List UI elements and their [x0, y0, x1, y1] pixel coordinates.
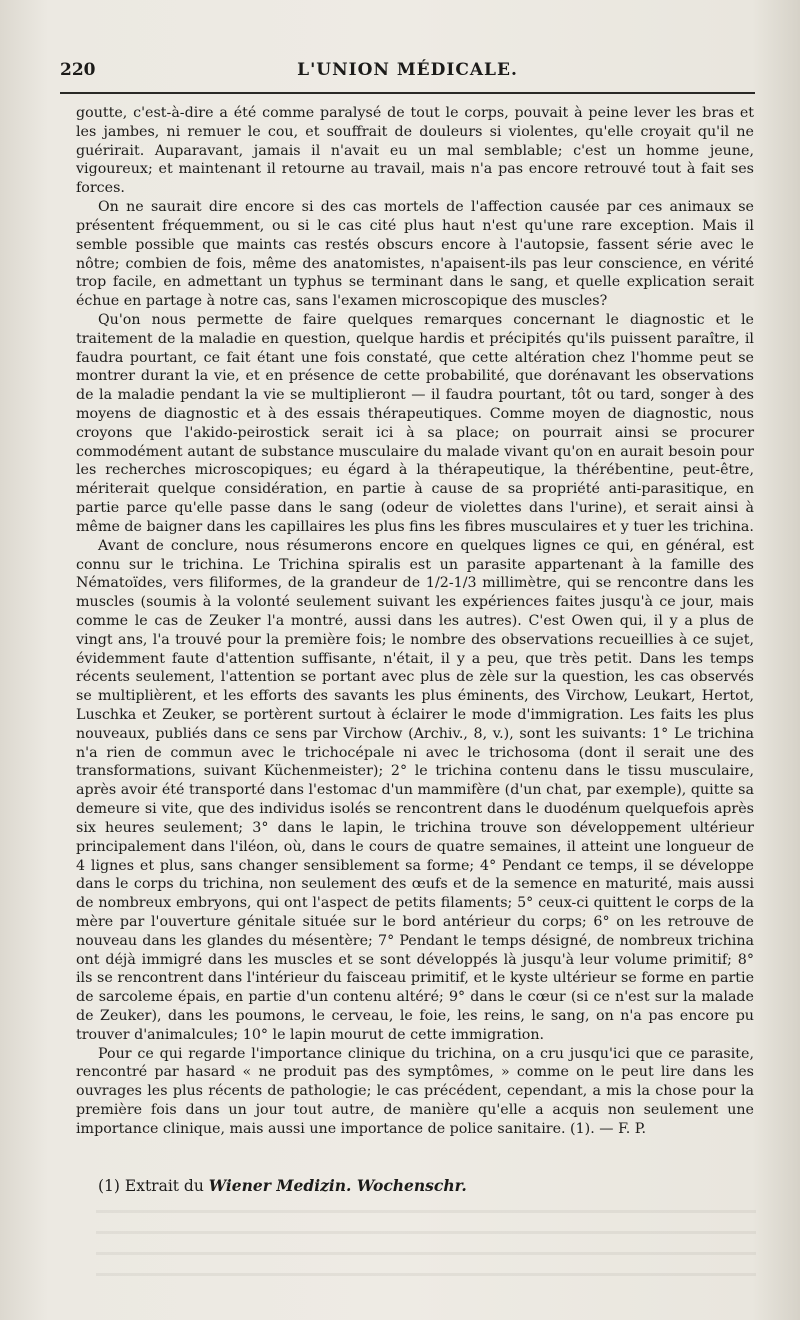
paragraph: On ne saurait dire encore si des cas mortels de l'affection causée par ces animaux se présentent fréquemment, ou si le cas cité plus haut n'est qu'une rare exception. Mais il semble possible que maints cas restés obscurs encore à l'autopsie, fassent série avec le nôtre; combien de fois, même des anatomistes, n'apaisent-ils pas leur conscience, en vérité trop facile, en admettant un typhus se terminant dans le sang, et quelle explication serait échue en partage à notre cas, sans l'examen microscopique des muscles?: [76, 199, 754, 310]
article-body: [76, 104, 754, 1139]
footnote-journal: Wiener Medizin. Wochenschr.: [208, 1176, 467, 1195]
footnote-prefix: (1) Extrait du: [98, 1177, 209, 1195]
paragraph: Pour ce qui regarde l'importance clinique du trichina, on a cru jusqu'ici que ce parasite, rencontré par hasard « ne produit pas des symptômes, » comme on le peut lire dans les ouvrages les plus récents de pathologie; le cas précédent, cependant, a mis la chose pour la première fois dans un jour tout autre, de manière qu'elle a acquis non seulement une importance clinique, mais aussi une importance de police sanitaire. (1). — F. P.: [76, 1045, 754, 1137]
footnote: [98, 1176, 738, 1195]
page-number: 220: [60, 60, 96, 80]
running-head: L'UNION MÉDICALE.: [297, 60, 518, 80]
paragraph: Qu'on nous permette de faire quelques remarques concernant le diagnostic et le traitement de la maladie en question, quelque hardis et précipités qu'ils puissent paraître, il faudra pourtant, ce fait étant une fois constaté, que cette altération chez l'homme peut se montrer durant la vie, et en présence de cette probabilité, que dorénavant les observations de la maladie pendant la vie se multiplieront — il faudra pourtant, tôt ou tard, songer à des moyens de diagnostic et à des essais thérapeutiques. Comme moyen de diagnostic, nous croyons que l'akido-peirostick serait ici à sa place; on pourrait ainsi se procurer commodément autant de substance musculaire du malade vivant qu'on en aurait besoin pour les recherches microscopiques; eu égard à la thérapeutique, la thérébentine, peut-être, mériterait quelque considération, en partie à cause de sa propriété anti-parasitique, en partie parce qu'elle passe dans le sang (odeur de violettes dans l'urine), et serait ainsi à même de baigner dans les capillaires les plus fins les fibres musculaires et y tuer les trichina.: [76, 311, 754, 535]
paragraph: goutte, c'est-à-dire a été comme paralysé de tout le corps, pouvait à peine lever les bras et les jambes, ni remuer le cou, et souffrait de douleurs si violentes, qu'elle croyait qu'il ne guérirait. Auparavant, jamais il n'avait eu un mal semblable; c'est un homme jeune, vigoureux; et maintenant il retourne au travail, mais n'a pas encore retrouvé tout à fait ses forces.: [76, 105, 754, 197]
page-header: [60, 56, 755, 94]
paragraph: Avant de conclure, nous résumerons encore en quelques lignes ce qui, en général, est connu sur le trichina. Le Trichina spiralis est un parasite appartenant à la famille des Nématoïdes, vers filiformes, de la grandeur de 1/2-1/3 millimètre, qui se rencontre dans les muscles (soumis à la volonté seulement suivant les expériences faites jusqu'à ce jour, mais comme le cas de Zeuker l'a montré, aussi dans les autres). C'est Owen qui, il y a plus de vingt ans, l'a trouvé pour la première fois; le nombre des observations recueillies à ce sujet, évidemment faute d'attention suffisante, n'était, il y a peu, que très petit. Dans les temps récents seulement, l'attention se portant avec plus de zèle sur la question, les cas observés se multiplièrent, et les efforts des savants les plus éminents, des Virchow, Leukart, Hertot, Luschka et Zeuker, se portèrent surtout à éclairer le mode d'immigration. Les faits les plus nouveaux, publiés dans ce sens par Virchow (Archiv., 8, v.), sont les suivants: 1° Le trichina n'a rien de commun avec le trichocépale ni avec le trichosoma (dont il serait une des transformations, suivant Küchenmeister); 2° le trichina contenu dans le tissu musculaire, après avoir été transporté dans l'estomac d'un mammifère (d'un chat, par exemple), quitte sa demeure si vite, que des individus isolés se rencontrent dans le duodénum quelquefois après six heures seulement; 3° dans le lapin, le trichina trouve son développement ultérieur principalement dans l'iléon, où, dans le cours de quatre semaines, il atteint une longueur de 4 lignes et plus, sans changer sensiblement sa forme; 4° Pendant ce temps, il se développe dans le corps du trichina, non seulement des œufs et de la semence en maturité, mais aussi de nombreux embryons, qui ont l'aspect de petits filaments; 5° ceux-ci quittent le corps de la mère par l'ouverture génitale située sur le bord antérieur du corps; 6° on les retrouve de nouveau dans les glandes du mésentère; 7° Pendant le temps désigné, de nombreux trichina ont déjà immigré dans les muscles et se sont développés là jusqu'à leur volume primitif; 8° ils se rencontrent dans l'intérieur du faisceau primitif, et le kyste ultérieur se forme en partie de sarcoleme épais, en partie d'un contenu altéré; 9° dans le cœur (si ce n'est sur la malade de Zeuker), dans les poumons, le cerveau, le foie, les reins, le sang, on n'a pas encore pu trouver d'animalcules; 10° le lapin mourut de cette immigration.: [76, 537, 754, 1043]
show-through-bleed: [96, 1210, 756, 1290]
